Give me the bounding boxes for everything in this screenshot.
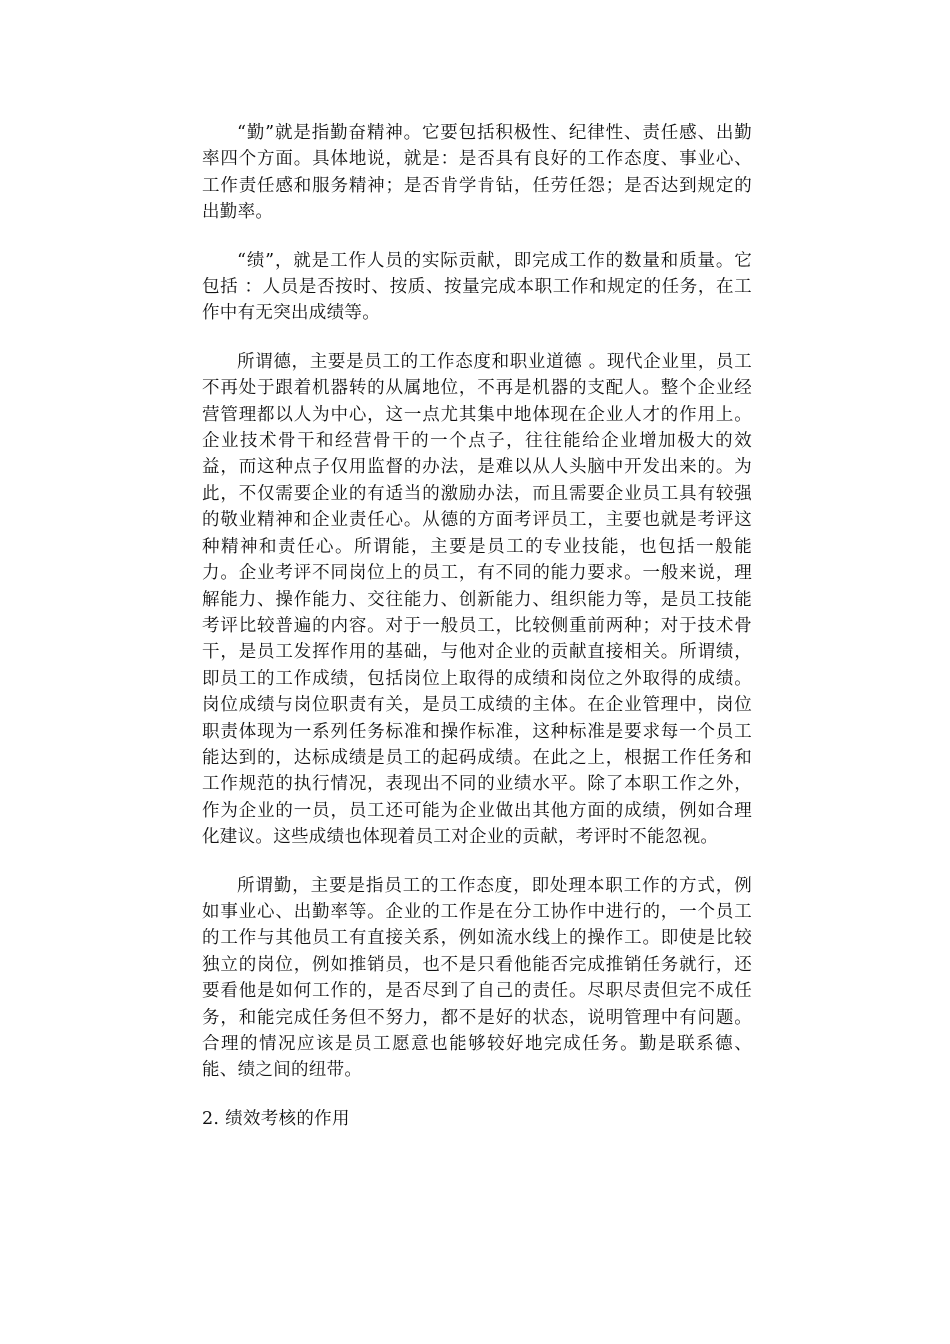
paragraph-diligence-explanation: 所谓勤，主要是指员工的工作态度，即处理本职工作的方式，例如事业心、出勤率等。企业的工作是在分工协作中进行的，一个员工的工作与其他员工有直接关系，例如流水线上的操作工。即使是比较独立的岗位，例如推销员，也不是只看他能否完成推销任务就行，还要看他是如何工作的，是否尽到了自己的责任。尽职尽责但完不成任务，和能完成任务但不努力，都不是好的状态，说明管理中有问题。合理的情况应该是员工愿意也能够较好地完成任务。勤是联系德、能、绩之间的纽带。 (202, 875, 752, 1081)
paragraph-performance-definition: “绩”，就是工作人员的实际贡献，即完成工作的数量和质量。它包括 ：人员是否按时、按质、按量完成本职工作和规定的任务，在工作中有无突出成绩等。 (202, 250, 752, 324)
paragraph-virtue-ability-performance: 所谓德，主要是员工的工作态度和职业道德 。现代企业里，员工不再处于跟着机器转的从属地位，不再是机器的支配人。整个企业经营管理都以人为中心，这一点尤其集中地体现在企业人才的作用上。企业技术骨干和经营骨干的一个点子，往往能给企业增加极大的效益，而这种点子仅用监督的办法，是难以从人头脑中开发出来的。为此，不仅需要企业的有适当的激励办法，而且需要企业员工具有较强的敬业精神和企业责任心。从德的方面考评员工，主要也就是考评这种精神和责任心。所谓能，主要是员工的专业技能，也包括一般能力。企业考评不同岗位上的员工，有不同的能力要求。一般来说，理解能力、操作能力、交往能力、创新能力、组织能力等，是员工技能考评比较普遍的内容。对于一般员工，比较侧重前两种；对于技术骨干，是员工发挥作用的基础，与他对企业的贡献直接相关。所谓绩，即员工的工作成绩，包括岗位上取得的成绩和岗位之外取得的成绩。岗位成绩与岗位职责有关，是员工成绩的主体。在企业管理中，岗位职责体现为一系列任务标准和操作标准，这种标准是要求每一个员工能达到的，达标成绩是员工的起码成绩。在此之上，根据工作任务和工作规范的执行情况，表现出不同的业绩水平。除了本职工作之外，作为企业的一员，员工还可能为企业做出其他方面的成绩，例如合理化建议。这些成绩也体现着员工对企业的贡献，考评时不能忽视。 (202, 351, 752, 848)
paragraph-diligence-definition: “勤”就是指勤奋精神。它要包括积极性、纪律性、责任感、出勤率四个方面。具体地说，就是：是否具有良好的工作态度、事业心、工作责任感和服务精神；是否肯学肯钻，任劳任怨；是否达到规定的出勤率。 (202, 123, 752, 223)
document-page (202, 120, 752, 1132)
section-heading: 2. 绩效考核的作用 (202, 1108, 350, 1129)
